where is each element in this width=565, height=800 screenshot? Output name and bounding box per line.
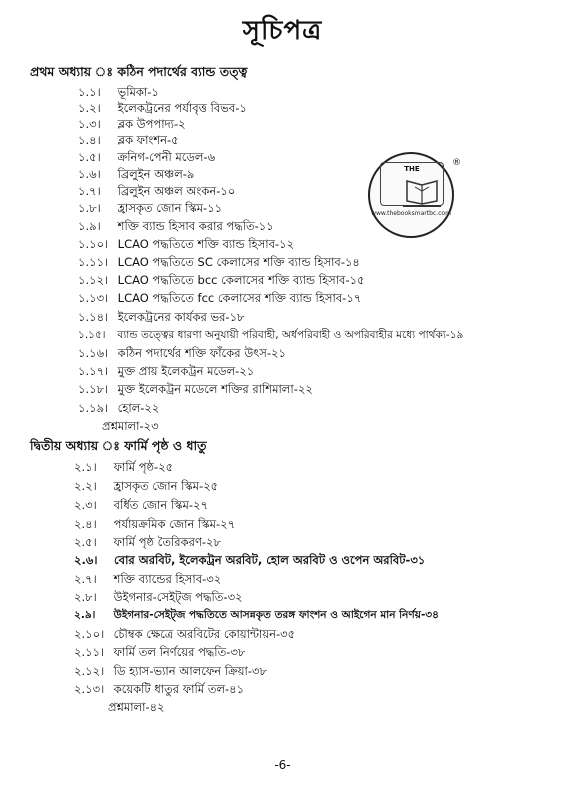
toc-entry bbox=[74, 645, 245, 660]
toc-entry bbox=[78, 85, 159, 100]
entry-title: উইগনার-সেইট্জ পদ্ধতিতে আসন্নকৃত তরঙ্গ ফাংশন ও আইগেন মান নির্ণয়-৩৪ bbox=[113, 609, 439, 621]
entry-title: কঠিন পদার্থের শক্তি ফাঁকের উৎস-২১ bbox=[117, 346, 286, 360]
entry-title: ভূমিকা-১ bbox=[117, 85, 159, 99]
book-icon-graphic bbox=[403, 179, 441, 205]
entry-title: শক্তি ব্যান্ডের হিসাব-৩২ bbox=[113, 572, 222, 586]
entry-title: LCAO পদ্ধতিতে fcc কেলাসের শক্তি ব্যান্ড হিসাব-১৭ bbox=[117, 291, 362, 305]
entry-title: ব্লক ফাংশন-৫ bbox=[117, 133, 179, 147]
logo-label: THE bbox=[404, 165, 420, 173]
toc-entry bbox=[78, 184, 235, 199]
logo-frame bbox=[380, 162, 444, 206]
book-icon bbox=[403, 179, 441, 207]
toc-entry bbox=[78, 150, 215, 165]
entry-title: বোর অরবিট, ইলেকট্রন অরবিট, হোল অরবিট ও ওপেন অরবিট-৩১ bbox=[114, 553, 426, 567]
entry-number: ২.৪। bbox=[74, 517, 97, 531]
entry-title: মুক্ত প্রায় ইলেকট্রন মডেল-২১ bbox=[117, 364, 255, 378]
entry-title: শক্তি ব্যান্ড হিসাব করার পদ্ধতি-১১ bbox=[117, 219, 274, 233]
entry-number: ১.১২। bbox=[78, 273, 109, 287]
toc-entry bbox=[78, 255, 360, 270]
entry-number: ১.১১। bbox=[78, 255, 109, 269]
entry-number: ২.৭। bbox=[74, 572, 97, 586]
toc-entry bbox=[78, 201, 222, 216]
entry-title: ফার্মি পৃষ্ঠ তৈরিকরণ-২৮ bbox=[113, 535, 221, 549]
entry-number: ১.৫। bbox=[78, 150, 101, 164]
entry-number: ১.১৩। bbox=[78, 291, 109, 305]
entry-number: ১.২। bbox=[78, 101, 101, 115]
entry-title: উইগনার-সেইট্জ পদ্ধতি-৩২ bbox=[113, 590, 243, 604]
toc-entry bbox=[74, 627, 295, 642]
entry-number: ২.৬। bbox=[74, 553, 98, 567]
entry-number: ১.১০। bbox=[78, 237, 109, 251]
chapter-2-exercise: প্রশ্নমালা-৪২ bbox=[108, 700, 165, 714]
entry-title: মুক্ত ইলেকট্রন মডেলে শক্তির রাশিমালা-২২ bbox=[117, 382, 313, 396]
toc-entry bbox=[78, 291, 361, 306]
toc-entry bbox=[78, 273, 365, 288]
entry-number: ১.৭। bbox=[78, 184, 101, 198]
entry-title: ক্রনিগ-পেনী মডেল-৬ bbox=[117, 150, 216, 164]
entry-title: হোল-২২ bbox=[117, 401, 160, 415]
entry-title: ফার্মি তল নির্ণয়ের পদ্ধতি-৩৮ bbox=[113, 645, 246, 659]
toc-entry bbox=[74, 590, 243, 605]
toc-entry bbox=[74, 479, 218, 494]
toc-entry bbox=[74, 682, 244, 697]
entry-title: পর্যায়ক্রমিক জোন স্কিম-২৭ bbox=[113, 517, 236, 531]
entry-title: LCAO পদ্ধতিতে SC কেলাসের শক্তি ব্যান্ড হিসাব-১৪ bbox=[117, 255, 360, 269]
publisher-logo bbox=[368, 152, 461, 238]
entry-number: ১.৮। bbox=[78, 201, 101, 215]
entry-number: ২.৮। bbox=[74, 590, 97, 604]
page-number: -6- bbox=[274, 758, 291, 772]
logo-website: www.thebooksmartbc.com bbox=[371, 210, 451, 217]
entry-title: LCAO পদ্ধতিতে শক্তি ব্যান্ড হিসাব-১২ bbox=[117, 237, 295, 251]
entry-number: ১.১৫। bbox=[78, 329, 106, 341]
entry-number: ২.২। bbox=[74, 479, 97, 493]
entry-number: ১.১। bbox=[78, 85, 101, 99]
toc-entry bbox=[78, 401, 159, 416]
entry-title: ব্লক উপপাদ্য-২ bbox=[117, 117, 186, 131]
toc-entry bbox=[78, 237, 294, 252]
entry-number: ১.৯। bbox=[78, 219, 101, 233]
registered-mark: ® bbox=[452, 158, 461, 168]
toc-entry bbox=[78, 310, 245, 325]
entry-number: ২.১৩। bbox=[74, 682, 105, 696]
toc-entry bbox=[74, 460, 173, 475]
toc-entry bbox=[78, 219, 274, 234]
toc-entry bbox=[74, 608, 439, 623]
entry-number: ১.১৮। bbox=[78, 382, 109, 396]
entry-number: ১.১৪। bbox=[78, 310, 109, 324]
toc-entry bbox=[74, 517, 235, 532]
entry-title: ডি হ্যাস-ভ্যান আলফেন ক্রিয়া-৩৮ bbox=[113, 664, 267, 678]
entry-number: ১.১৯। bbox=[78, 401, 109, 415]
toc-entry bbox=[74, 664, 267, 679]
entry-title: ব্রিলুইন অঞ্চল অংকন-১০ bbox=[117, 184, 236, 198]
entry-title: ব্যান্ড তত্ত্বের ধারণা অনুযায়ী পরিবাহী, অর্ধপরিবাহী ও অপরিবাহীর মধ্যে পার্থক্য-১৯ bbox=[117, 329, 464, 341]
toc-entry bbox=[78, 117, 186, 132]
entry-number: ২.১। bbox=[74, 460, 97, 474]
entry-title: হ্রাসকৃত জোন স্কিম-২৫ bbox=[113, 479, 219, 493]
toc-entry bbox=[78, 101, 247, 116]
entry-number: ১.১৭। bbox=[78, 364, 109, 378]
entry-number: ২.৩। bbox=[74, 498, 97, 512]
toc-entry bbox=[78, 167, 194, 182]
entry-title: ইলেকট্রনের পর্যাবৃত্ত বিভব-১ bbox=[117, 101, 247, 115]
toc-entry bbox=[74, 572, 221, 587]
entry-number: ১.৪। bbox=[78, 133, 101, 147]
entry-number: ২.১১। bbox=[74, 645, 105, 659]
entry-title: চৌম্বক ক্ষেত্রে অরবিটের কোয়ান্টায়ন-৩৫ bbox=[113, 627, 296, 641]
entry-number: ১.৬। bbox=[78, 167, 101, 181]
entry-number: ১.৩। bbox=[78, 117, 101, 131]
entry-title: ইলেকট্রনের কার্যকর ভর-১৮ bbox=[117, 310, 245, 324]
toc-entry bbox=[78, 382, 313, 397]
chapter-1-heading: প্রথম অধ্যায় ঃ কঠিন পদার্থের ব্যান্ড তত্ত্ব bbox=[30, 64, 248, 79]
toc-entry bbox=[74, 553, 425, 568]
entry-number: ১.১৬। bbox=[78, 346, 109, 360]
entry-title: কয়েকটি ধাতুর ফার্মি তল-৪১ bbox=[113, 682, 245, 696]
entry-number: ২.১০। bbox=[74, 627, 105, 641]
entry-title: ফার্মি পৃষ্ঠ-২৫ bbox=[113, 460, 174, 474]
chapter-1-exercise: প্রশ্নমালা-২৩ bbox=[102, 419, 159, 433]
entry-title: বর্ধিত জোন স্কিম-২৭ bbox=[113, 498, 208, 512]
entry-number: ২.৫। bbox=[74, 535, 97, 549]
toc-entry bbox=[78, 364, 254, 379]
toc-entry bbox=[78, 133, 179, 148]
entry-number: ২.৯। bbox=[74, 609, 96, 621]
toc-entry bbox=[74, 535, 221, 550]
page-title: সূচিপত্র bbox=[242, 16, 323, 46]
chapter-2-heading: দ্বিতীয় অধ্যায় ঃ ফার্মি পৃষ্ঠ ও ধাতু bbox=[30, 438, 207, 453]
entry-number: ২.১২। bbox=[74, 664, 105, 678]
entry-title: LCAO পদ্ধতিতে bcc কেলাসের শক্তি ব্যান্ড হিসাব-১৫ bbox=[117, 273, 365, 287]
toc-entry bbox=[78, 328, 463, 343]
toc-entry bbox=[78, 346, 286, 361]
toc-entry bbox=[74, 498, 208, 513]
entry-title: হ্রাসকৃত জোন স্কিম-১১ bbox=[117, 201, 223, 215]
entry-title: ব্রিলুইন অঞ্চল-৯ bbox=[117, 167, 195, 181]
